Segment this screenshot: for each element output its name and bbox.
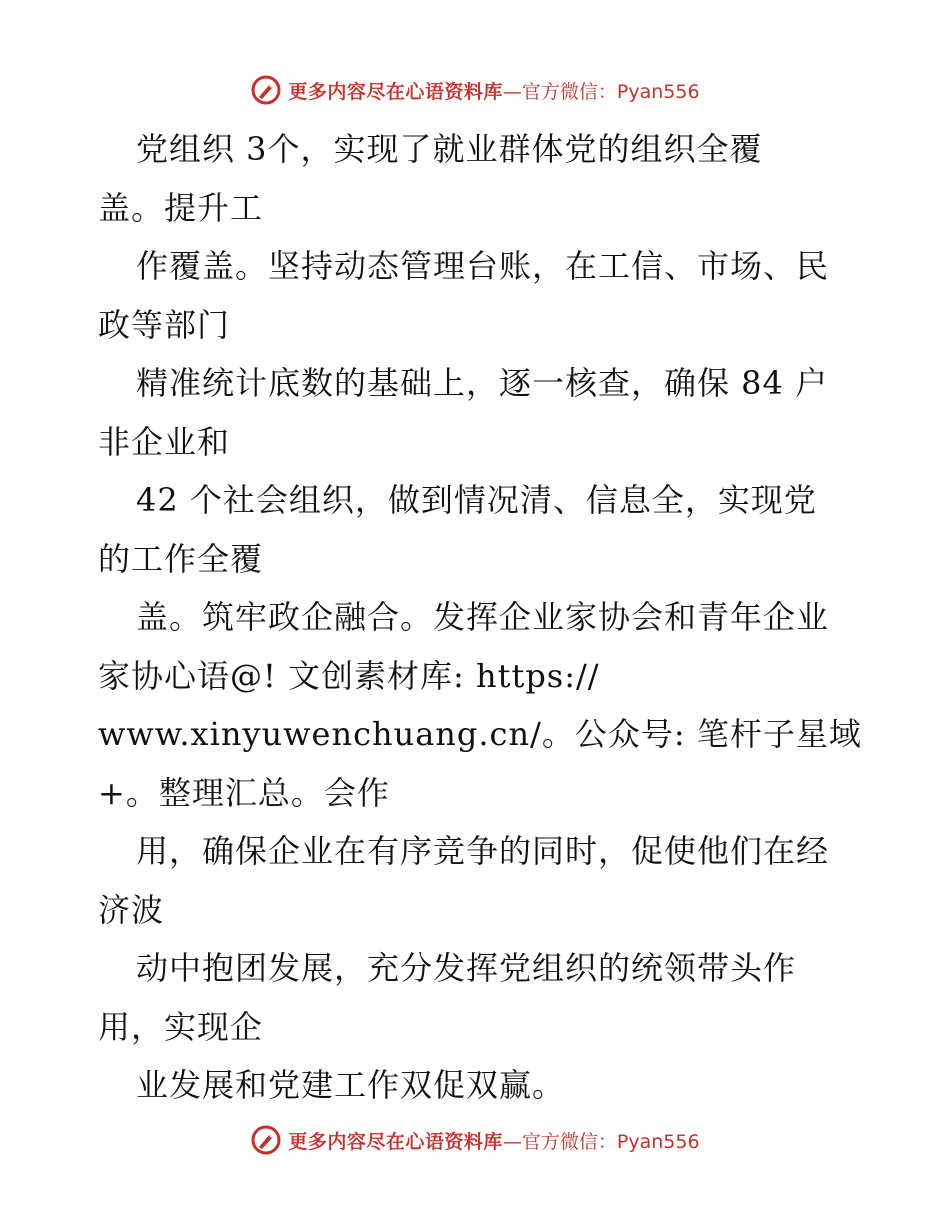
header-banner [0, 70, 950, 110]
footer-banner [0, 1120, 950, 1160]
banner-sub-text: —官方微信：Pyan556 [502, 1130, 700, 1153]
body-line: 非企业和 [98, 422, 231, 461]
body-line: www.xinyuwenchuang.cn/。公众号: 笔杆子星域 [98, 715, 862, 753]
banner-main-text: 更多内容尽在心语资料库 [288, 1130, 503, 1153]
pen-nib-logo-icon [250, 74, 282, 106]
body-line: 党组织 3个，实现了就业群体党的组织全覆 [136, 130, 763, 168]
body-line: 的工作全覆 [98, 539, 264, 578]
banner-main-text: 更多内容尽在心语资料库 [288, 80, 503, 103]
body-line: 政等部门 [98, 305, 231, 344]
body-line: 盖。筑牢政企融合。发挥企业家协会和青年企业 [136, 598, 830, 636]
body-line: 用，确保企业在有序竞争的同时，促使他们在经 [136, 832, 830, 870]
document-body [98, 120, 862, 1115]
body-line: +。整理汇总。会作 [98, 773, 390, 812]
body-line: 业发展和党建工作双促双赢。 [136, 1066, 566, 1104]
body-line: 42 个社会组织，做到情况清、信息全，实现党 [136, 481, 817, 519]
pen-nib-logo-icon [250, 1124, 282, 1156]
body-line: 济波 [98, 890, 165, 929]
body-line: 作覆盖。坚持动态管理台账，在工信、市场、民 [136, 247, 830, 285]
banner-sub-text: —官方微信：Pyan556 [502, 80, 700, 103]
body-line: 家协心语@! 文创素材库: https:// [98, 656, 600, 695]
body-line: 用，实现企 [98, 1007, 264, 1046]
body-line: 盖。提升工 [98, 188, 264, 227]
body-line: 动中抱团发展，充分发挥党组织的统领带头作 [136, 949, 797, 987]
body-line: 精准统计底数的基础上，逐一核查，确保 84 户 [136, 364, 829, 402]
